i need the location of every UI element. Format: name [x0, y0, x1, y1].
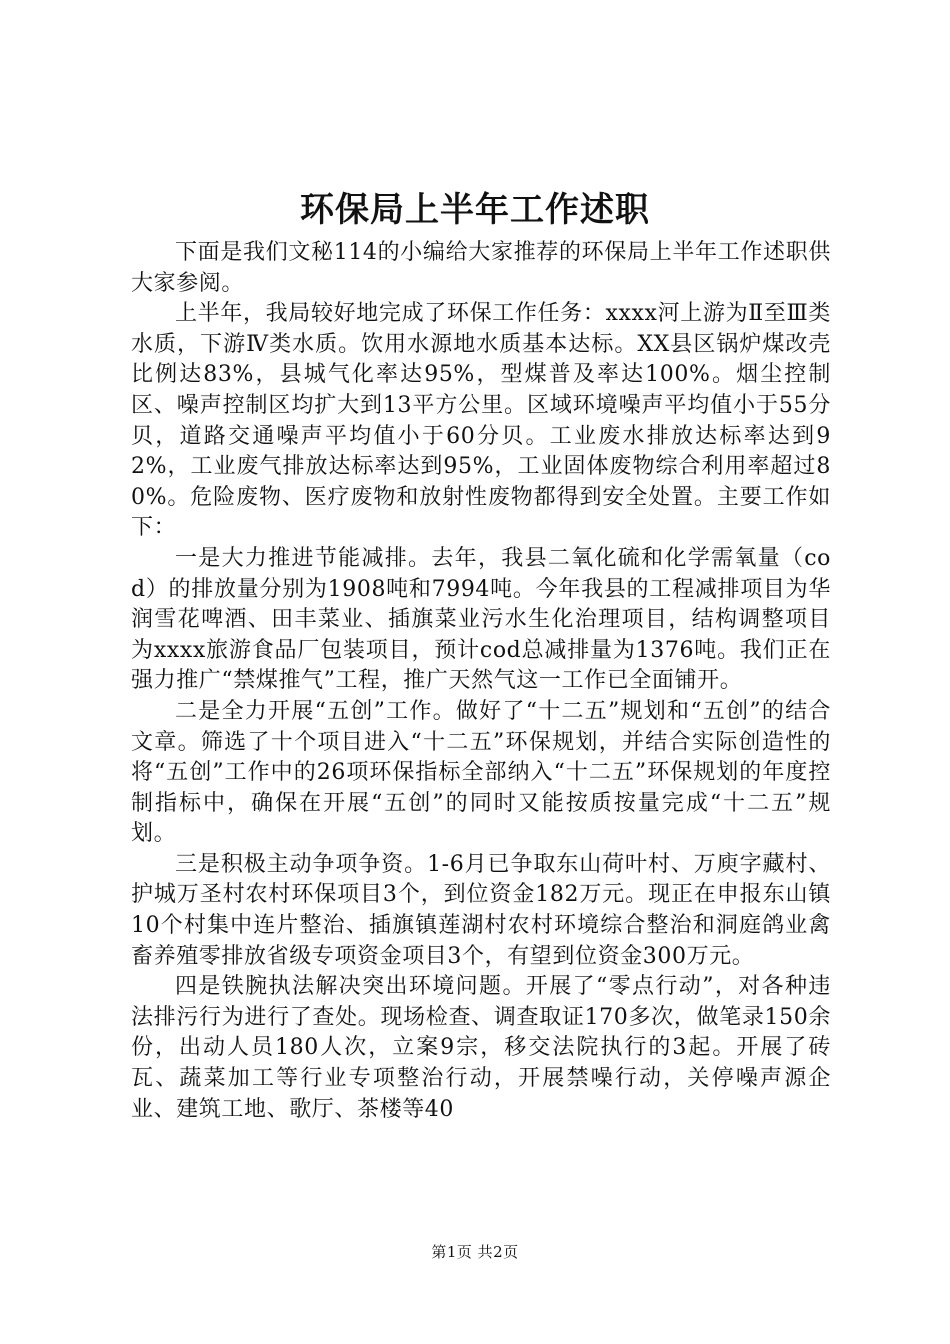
document-body — [131, 238, 831, 1125]
document-title: 环保局上半年工作述职 — [300, 190, 650, 230]
paragraph-summary: 上半年，我局较好地完成了环保工作任务：xxxx河上游为Ⅱ至Ⅲ类水质，下游Ⅳ类水质。饮用水源地水质基本达标。XX县区锅炉煤改壳比例达83%，县城气化率达95%，型煤普及率达100%。烟尘控制区、噪声控制区均扩大到13平方公里。区域环境噪声平均值小于55分贝，道路交通噪声平均值小于60分贝。工业废水排放达标率达到92%，工业废气排放达标率达到95%，工业固体废物综合利用率超过80%。危险废物、医疗废物和放射性废物都得到安全处置。主要工作如下： — [131, 301, 831, 541]
paragraph-five-creations: 二是全力开展“五创”工作。做好了“十二五”规划和“五创”的结合文章。筛选了十个项目进入“十二五”环保规划，并结合实际创造性的将“五创”工作中的26项环保指标全部纳入“十二五”环保规划的年度控制指标中，确保在开展“五创”的同时又能按质按量完成“十二五”规划。 — [131, 698, 831, 847]
paragraph-funding: 三是积极主动争项争资。1-6月已争取东山荷叶村、万庾字藏村、护城万圣村农村环保项目3个，到位资金182万元。现正在申报东山镇10个村集中连片整治、插旗镇莲湖村农村环境综合整治和洞庭鸽业禽畜养殖零排放省级专项资金项目3个，有望到位资金300万元。 — [131, 851, 831, 969]
paragraph-enforcement: 四是铁腕执法解决突出环境问题。开展了“零点行动”，对各种违法排污行为进行了查处。现场检查、调查取证170多次，做笔录150余份，出动人员180人次，立案9宗，移交法院执行的3起。开展了砖瓦、蔬菜加工等行业专项整治行动，开展禁噪行动，关停噪声源企业、建筑工地、歌厅、茶楼等40 — [131, 974, 831, 1122]
paragraph-emission-reduction: 一是大力推进节能减排。去年，我县二氧化硫和化学需氧量（cod）的排放量分别为1908吨和7994吨。今年我县的工程减排项目为华润雪花啤酒、田丰菜业、插旗菜业污水生化治理项目，结构调整项目为xxxx旅游食品厂包装项目，预计cod总减排量为1376吨。我们正在强力推广“禁煤推气”工程，推广天然气这一工作已全面铺开。 — [131, 545, 831, 694]
paragraph-intro: 下面是我们文秘114的小编给大家推荐的环保局上半年工作述职供大家参阅。 — [131, 240, 831, 296]
page-number-footer: 第1页 共2页 — [431, 1243, 519, 1261]
